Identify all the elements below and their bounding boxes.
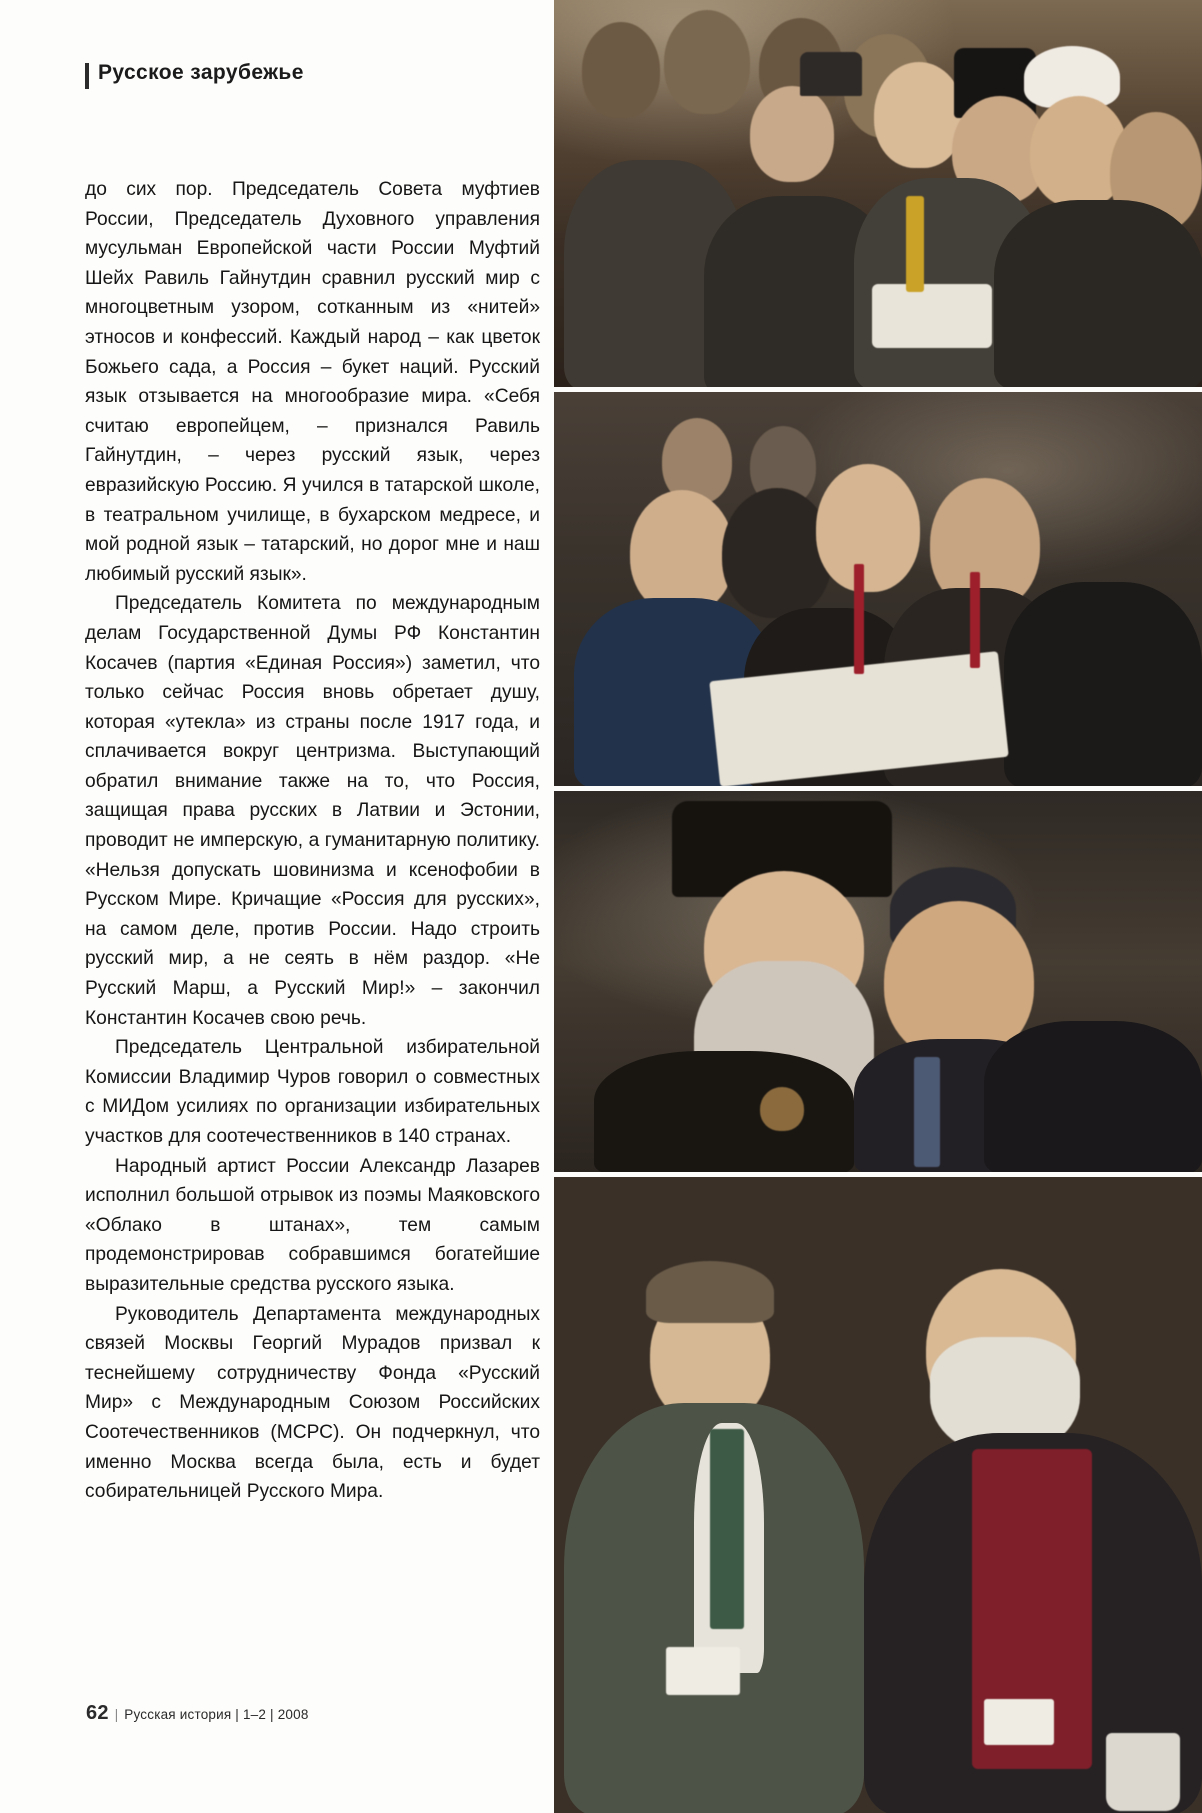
paragraph: Руководитель Департамента международных связей Москвы Георгий Мурадов призвал к теснейшему сотрудничеству Фонда «Русский Мир» с Международным Союзом Российских Соотечественников (МСРС). Он подчеркнул, что именно Москва всегда была, есть и будет собирательницей Русского Мира. bbox=[85, 1303, 540, 1503]
page-footer bbox=[86, 1702, 309, 1725]
section-header bbox=[85, 60, 540, 89]
article-body bbox=[85, 175, 540, 1507]
text-column bbox=[85, 60, 540, 1507]
page-number: 62 bbox=[86, 1702, 109, 1724]
photo-delegates-newspaper bbox=[554, 392, 1202, 787]
footer-separator: | bbox=[114, 1706, 119, 1722]
section-rule-decoration bbox=[85, 63, 89, 89]
paragraph: Председатель Комитета по международным делам Государственной Думы РФ Константин Косачев (партия «Единая Россия») заметил, что только сейчас Россия вновь обретает душу, которая «утекла» из страны после 1917 года, и сплачивается вокруг центризма. Выступающий обратил внимание также на то, что Россия, защищая права русских в Латвии и Эстонии, проводит не имперскую, а гуманитарную политику. «Нельзя допускать шовинизма и ксенофобии в Русском Мире. Кричащие «Россия для русских», на самом деле, против России. Надо строить русский мир, а не сеять в нём раздор. «Не Русский Марш, а Русский Мир!» – закончил Константин Косачев свою речь. bbox=[85, 593, 540, 1029]
photo-strip bbox=[554, 0, 1202, 1813]
paragraph: до сих пор. Председатель Совета муфтиев России, Председатель Духовного управления мусульман Европейской части России Муфтий Шейх Равиль Гайнутдин сравнил русский мир с многоцветным узором, сотканным из «нитей» этносов и конфессий. Каждый народ – как цветок Божьего сада, а Россия – букет наций. Русский язык отзывается на многообразие мира. «Себя считаю европейцем, – признался Равиль Гайнутдин, – через русский язык, через евразийскую Россию. Я учился в татарской школе, в театральном училище, в бухарском медресе, и мой родной язык – татарский, но дорог мне и наш любимый русский язык». bbox=[85, 179, 540, 585]
photo-clergy-conversation bbox=[554, 791, 1202, 1172]
paragraph: Народный артист России Александр Лазарев исполнил большой отрывок из поэмы Маяковского «Облако в штанах», тем самым продемонстрировав собравшимся богатейшие выразительные средства русского языка. bbox=[85, 1155, 540, 1295]
paragraph: Председатель Центральной избирательной Комиссии Владимир Чуров говорил о совместных с МИДом усилиях по организации избирательных участков для соотечественников в 140 странах. bbox=[85, 1037, 540, 1147]
footer-imprint: Русская история | 1–2 | 2008 bbox=[124, 1707, 309, 1722]
section-title: Русское зарубежье bbox=[98, 61, 304, 84]
photo-audience-rows bbox=[554, 0, 1202, 387]
photo-two-men-talking bbox=[554, 1177, 1202, 1813]
